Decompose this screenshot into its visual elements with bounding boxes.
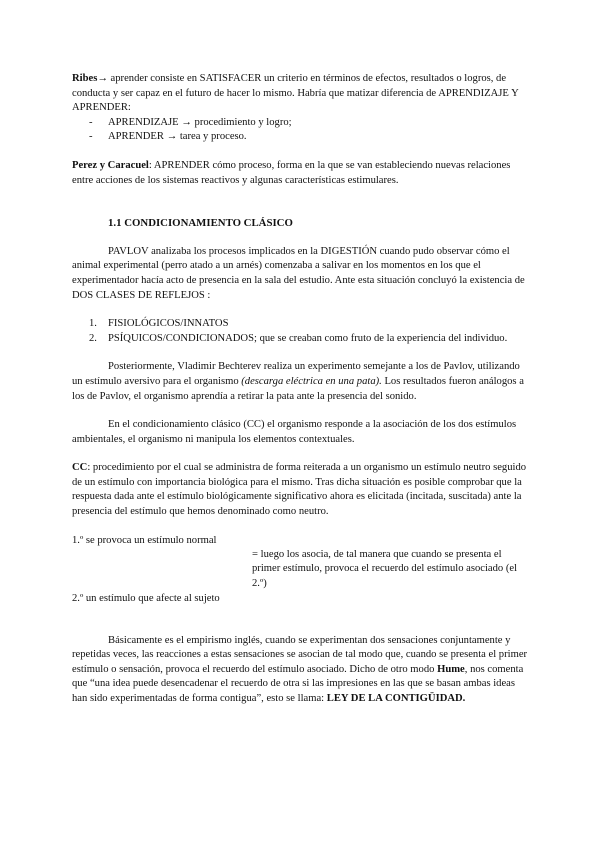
- step-result: = luego los asocia, de tal manera que cuando se presenta el primer estímulo, provoca el recuerdo del estímulo asociado (el 2.º): [252, 548, 518, 589]
- list-item: [72, 116, 532, 131]
- step-two: 2.º un estímulo que afecte al sujeto: [72, 592, 220, 604]
- list-item: [72, 317, 532, 332]
- paragraph-cc-intro: En el condicionamiento clásico (CC) el organismo responde a la asociación de los dos estímulos ambientales, el organismo ni manipula los elementos contextuales.: [72, 419, 517, 445]
- arrow-glyph: →: [181, 116, 192, 128]
- paragraph-perez-caracuel: [72, 159, 532, 188]
- arrow-glyph: →: [166, 131, 178, 143]
- section-title: 1.1 CONDICIONAMIENTO CLÁSICO: [108, 217, 293, 230]
- list-number: 2.: [89, 332, 97, 344]
- document-page: [72, 72, 532, 707]
- paragraph-text: : procedimiento por el cual se administra de forma reiterada a un organismo un estímulo neutro seguido de un estímulo con importancia biológica para el mismo. Tras dicha situación es posible comprobar que la respuesta dada ante el estímulo biológicamente significativo ahora es elicitada (incitada, suscitada) ante la presencia del estímulo que hemos denominado como neutro.: [72, 462, 527, 518]
- paragraph-ribes-text: aprender consiste en SATISFACER un criterio en términos de efectos, resultados o logros, de conducta y ser capaz en el futuro de hacer lo mismo. Habría que matizar diferencia de APRENDIZAJE Y APRENDER:: [72, 73, 519, 114]
- paragraph-bechterev: [72, 360, 532, 404]
- list-item: [72, 332, 532, 347]
- list-item-label: APRENDIZAJE: [108, 116, 179, 128]
- list-number: 1.: [89, 318, 97, 330]
- paragraph-text: , nos comenta que “una idea puede desencadenar el recuerdo de otra si las impresiones en las que se basan ambas ideas han sido experimentadas de forma contigua”, esto se llama:: [72, 663, 524, 705]
- paragraph-pavlov: PAVLOV analizaba los procesos implicados en la DIGESTIÓN cuando pudo observar cómo el animal experimental (perro atado a un arnés) comenzaba a salivar en los momentos en los que el experimentador hacía acto de presencia en la sala del estudio. Ante esta situación concluyó la existencia de DOS CLASES DE REFLEJOS :: [72, 245, 525, 301]
- paragraph-hume: [72, 634, 532, 707]
- arrow-glyph: →: [97, 73, 108, 84]
- reflex-list: [72, 317, 532, 346]
- steps-block: [72, 534, 532, 606]
- list-item-text: FISIOLÓGICOS/INNATOS: [108, 318, 229, 330]
- list-item: [72, 130, 532, 145]
- list-item-label: APRENDER: [108, 131, 164, 143]
- list-item-text: procedimiento y logro;: [191, 116, 292, 128]
- paragraph-text: Básicamente es el empirismo inglés, cuando se experimentan dos sensaciones conjuntamente y repetidas veces, las reacciones a estas sensaciones se asocian de tal modo que, cuando se presenta el primer estímulo o sensación, provoca el recuerdo del estímulo asociado. Dicho de otro modo: [72, 634, 528, 675]
- author-ribes: Ribes: [72, 73, 98, 84]
- law-title: LEY DE LA CONTIGÜIDAD.: [326, 693, 466, 705]
- list-item-text: tarea y proceso.: [177, 131, 247, 143]
- paragraph-ribes: [72, 72, 532, 116]
- term-cc: CC: [72, 462, 88, 474]
- paragraph-text: Los resultados fueron análogos a los de Pavlov, el organismo aprendía a retirar la pata ante la presencia del sonido.: [72, 375, 524, 402]
- step-one: 1.º se provoca un estímulo normal: [72, 534, 217, 546]
- paragraph-cc-definition: [72, 461, 532, 519]
- list-item-text: PSÍQUICOS/CONDICIONADOS; que se creaban como fruto de la experiencia del individuo.: [108, 332, 508, 344]
- italic-text: (descarga eléctrica en una pata).: [241, 375, 382, 387]
- paragraph-text: Posteriormente, Vladimir Bechterev realiza un experimento semejante a los de Pavlov, utilizando un estímulo aversivo para el organismo: [72, 361, 520, 387]
- paragraph-perez-text: : APRENDER cómo proceso, forma en la que se van estableciendo nuevas relaciones entre acciones de los sistemas reactivos y algunas características estimulares.: [72, 159, 511, 186]
- aprendizaje-list: [72, 116, 532, 145]
- name-hume: Hume: [437, 663, 465, 675]
- author-perez-caracuel: Perez y Caracuel: [72, 159, 149, 171]
